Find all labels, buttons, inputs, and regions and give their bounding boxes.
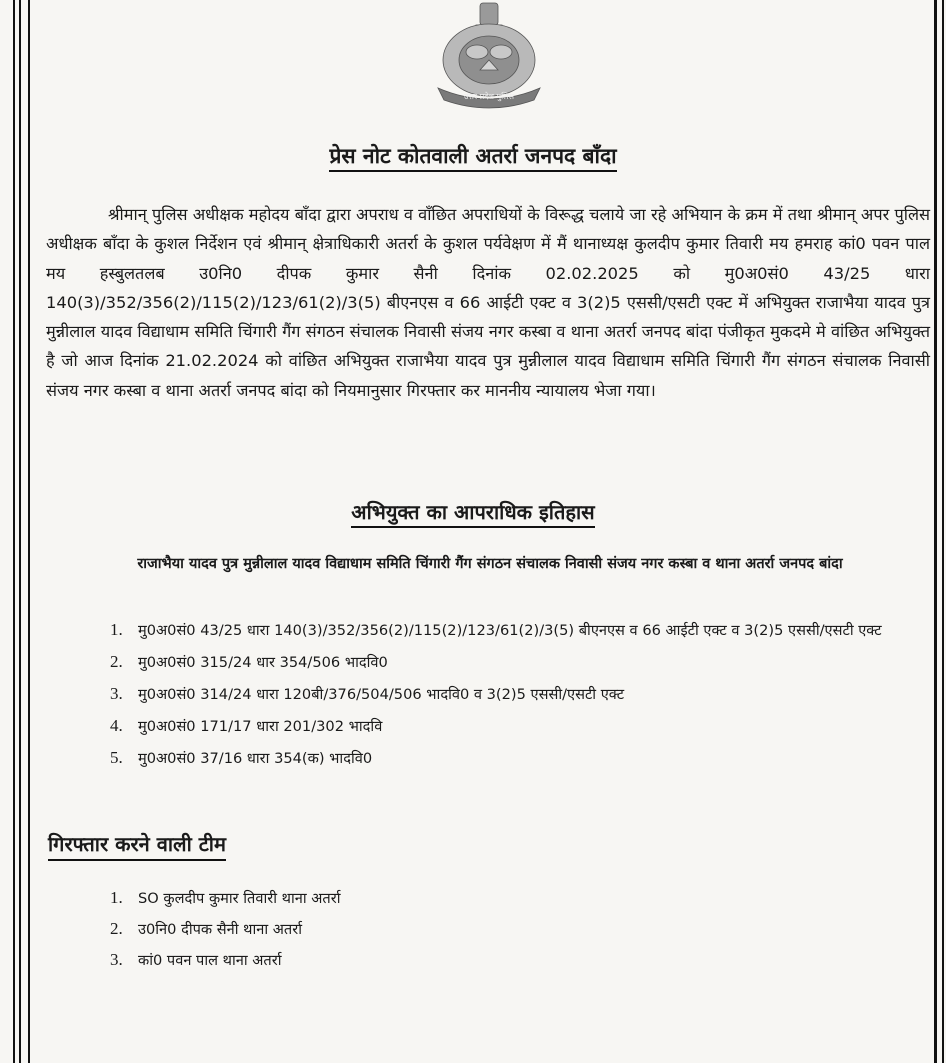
- case-text: मु0अ0सं0 43/25 धारा 140(3)/352/356(2)/115(2)/123/61(2)/3(5) बीएनएस व 66 आईटी एक्ट व 3(2)5 एससी/एसटी एक्ट: [138, 622, 882, 639]
- member-text: SO कुलदीप कुमार तिवारी थाना अतर्रा: [138, 890, 341, 907]
- member-number: 1.: [110, 888, 123, 907]
- page-title: [0, 142, 946, 170]
- member-number: 2.: [110, 919, 123, 938]
- up-police-emblem-icon: [430, 0, 548, 112]
- emblem-ribbon-text: उत्तर प्रदेश पुलिस: [464, 92, 514, 101]
- team-member: [110, 944, 341, 975]
- criminal-history-heading-text: अभियुक्त का आपराधिक इतिहास: [351, 500, 594, 528]
- case-text: मु0अ0सं0 171/17 धारा 201/302 भादवि: [138, 718, 383, 735]
- member-number: 3.: [110, 950, 123, 969]
- case-number: 4.: [110, 716, 123, 735]
- case-item: [110, 710, 882, 742]
- case-number: 2.: [110, 652, 123, 671]
- member-text: कां0 पवन पाल थाना अतर्रा: [138, 952, 282, 969]
- arrest-team-heading-text: गिरफ्तार करने वाली टीम: [48, 832, 226, 861]
- team-member: [110, 882, 341, 913]
- criminal-history-heading: [0, 498, 946, 525]
- case-text: मु0अ0सं0 37/16 धारा 354(क) भादवि0: [138, 750, 373, 767]
- case-text: मु0अ0सं0 315/24 धार 354/506 भादवि0: [138, 654, 388, 671]
- case-item: [110, 614, 882, 646]
- accused-details: राजाभैया यादव पुत्र मुन्नीलाल यादव विद्याधाम समिति चिंगारी गैंग संगठन संचालक निवासी संजय नगर कस्बा व थाना अतर्रा जनपद बांदा: [137, 556, 843, 572]
- case-list: [110, 614, 882, 774]
- arrest-team-list: [110, 882, 341, 975]
- case-number: 3.: [110, 684, 123, 703]
- case-item: [110, 742, 882, 774]
- case-number: 5.: [110, 748, 123, 767]
- case-number: 1.: [110, 620, 123, 639]
- page-title-text: प्रेस नोट कोतवाली अतर्रा जनपद बाँदा: [329, 144, 616, 172]
- press-note-body: श्रीमान् पुलिस अधीक्षक महोदय बाँदा द्वारा अपराध व वाँछित अपराधियों के विरूद्ध चलाये जा रहे अभियान के क्रम में तथा श्रीमान् अपर पुलिस अधीक्षक बाँदा के कुशल निर्देशन एवं श्रीमान् क्षेत्राधिकारी अतर्रा के कुशल पर्यवेक्षण में मैं थानाध्यक्ष कुलदीप कुमार तिवारी मय हमराह कां0 पवन पाल मय हस्बुलतलब उ0नि0 दीपक कुमार सैनी दिनांक 02.02.2025 को मु0अ0सं0 43/25 धारा 140(3)/352/356(2)/115(2)/123/61(2)/3(5) बीएनएस व 66 आईटी एक्ट व 3(2)5 एससी/एसटी एक्ट में अभियुक्त राजाभैया यादव पुत्र मुन्नीलाल यादव विद्याधाम समिति चिंगारी गैंग संगठन संचालक निवासी संजय नगर कस्बा व थाना अतर्रा जनपद बांदा पंजीकृत मुकदमे मे वांछित अभियुक्त है जो आज दिनांक 21.02.2024 को वांछित अभियुक्त राजाभैया यादव पुत्र मुन्नीलाल यादव विद्याधाम समिति चिंगारी गैंग संगठन संचालक निवासी संजय नगर कस्बा व थाना अतर्रा जनपद बांदा को नियमानुसार गिरफ्तार कर माननीय न्यायालय भेजा गया।: [46, 205, 930, 400]
- case-item: [110, 678, 882, 710]
- case-text: मु0अ0सं0 314/24 धारा 120बी/376/504/506 भादवि0 व 3(2)5 एससी/एसटी एक्ट: [138, 686, 625, 703]
- team-member: [110, 913, 341, 944]
- member-text: उ0नि0 दीपक सैनी थाना अतर्रा: [138, 921, 302, 938]
- arrest-team-heading: [48, 830, 226, 857]
- case-item: [110, 646, 882, 678]
